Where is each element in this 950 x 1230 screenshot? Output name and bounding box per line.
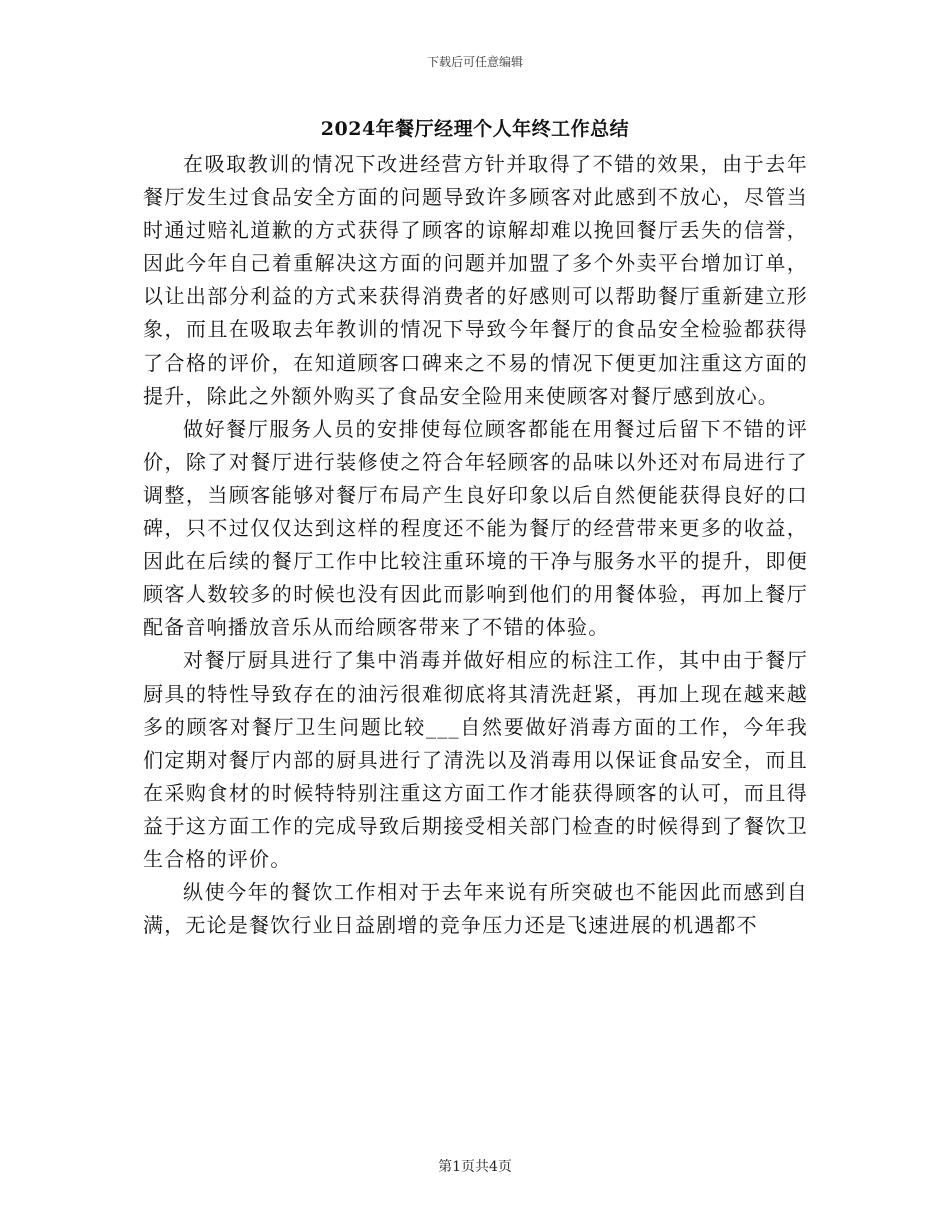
paragraph-1: 在吸取教训的情况下改进经营方针并取得了不错的效果，由于去年餐厅发生过食品安全方面的问题导致许多顾客对此感到不放心，尽管当时通过赔礼道歉的方式获得了顾客的谅解却难以挽回餐厅丢失的信誉，因此今年自己着重解决这方面的问题并加盟了多个外卖平台增加订单，以让出部分利益的方式来获得消费者的好感则可以帮助餐厅重新建立形象，而且在吸取去年教训的情况下导致今年餐厅的食品安全检验都获得了合格的评价，在知道顾客口碑来之不易的情况下便更加注重这方面的提升，除此之外额外购买了食品安全险用来使顾客对餐厅感到放心。: [143, 152, 808, 408]
page-header-note: 下载后可任意编辑: [426, 55, 523, 69]
document-body: [143, 148, 808, 942]
document-title: 2024年餐厅经理个人年终工作总结: [320, 118, 630, 140]
paragraph-3: 对餐厅厨具进行了集中消毒并做好相应的标注工作，其中由于餐厅厨具的特性导致存在的油污很难彻底将其清洗赶紧，再加上现在越来越多的顾客对餐厅卫生问题比较___自然要做好消毒方面的工作，今年我们定期对餐厅内部的厨具进行了清洗以及消毒用以保证食品安全，而且在采购食材的时候特特别注重这方面工作才能获得顾客的认可，而且得益于这方面工作的完成导致后期接受相关部门检查的时候得到了餐饮卫生合格的评价。: [143, 648, 808, 871]
page-footer-number: 第1页共4页: [438, 1159, 512, 1175]
paragraph-4: 纵使今年的餐饮工作相对于去年来说有所突破也不能因此而感到自满，无论是餐饮行业日益剧增的竞争压力还是飞速进展的机遇都不: [143, 880, 808, 938]
paragraph-2: 做好餐厅服务人员的安排使每位顾客都能在用餐过后留下不错的评价，除了对餐厅进行装修使之符合年轻顾客的品味以外还对布局进行了调整，当顾客能够对餐厅布局产生良好印象以后自然便能获得良好的口碑，只不过仅仅达到这样的程度还不能为餐厅的经营带来更多的收益，因此在后续的餐厅工作中比较注重环境的干净与服务水平的提升，即便顾客人数较多的时候也没有因此而影响到他们的用餐体验，再加上餐厅配备音响播放音乐从而给顾客带来了不错的体验。: [143, 416, 808, 640]
